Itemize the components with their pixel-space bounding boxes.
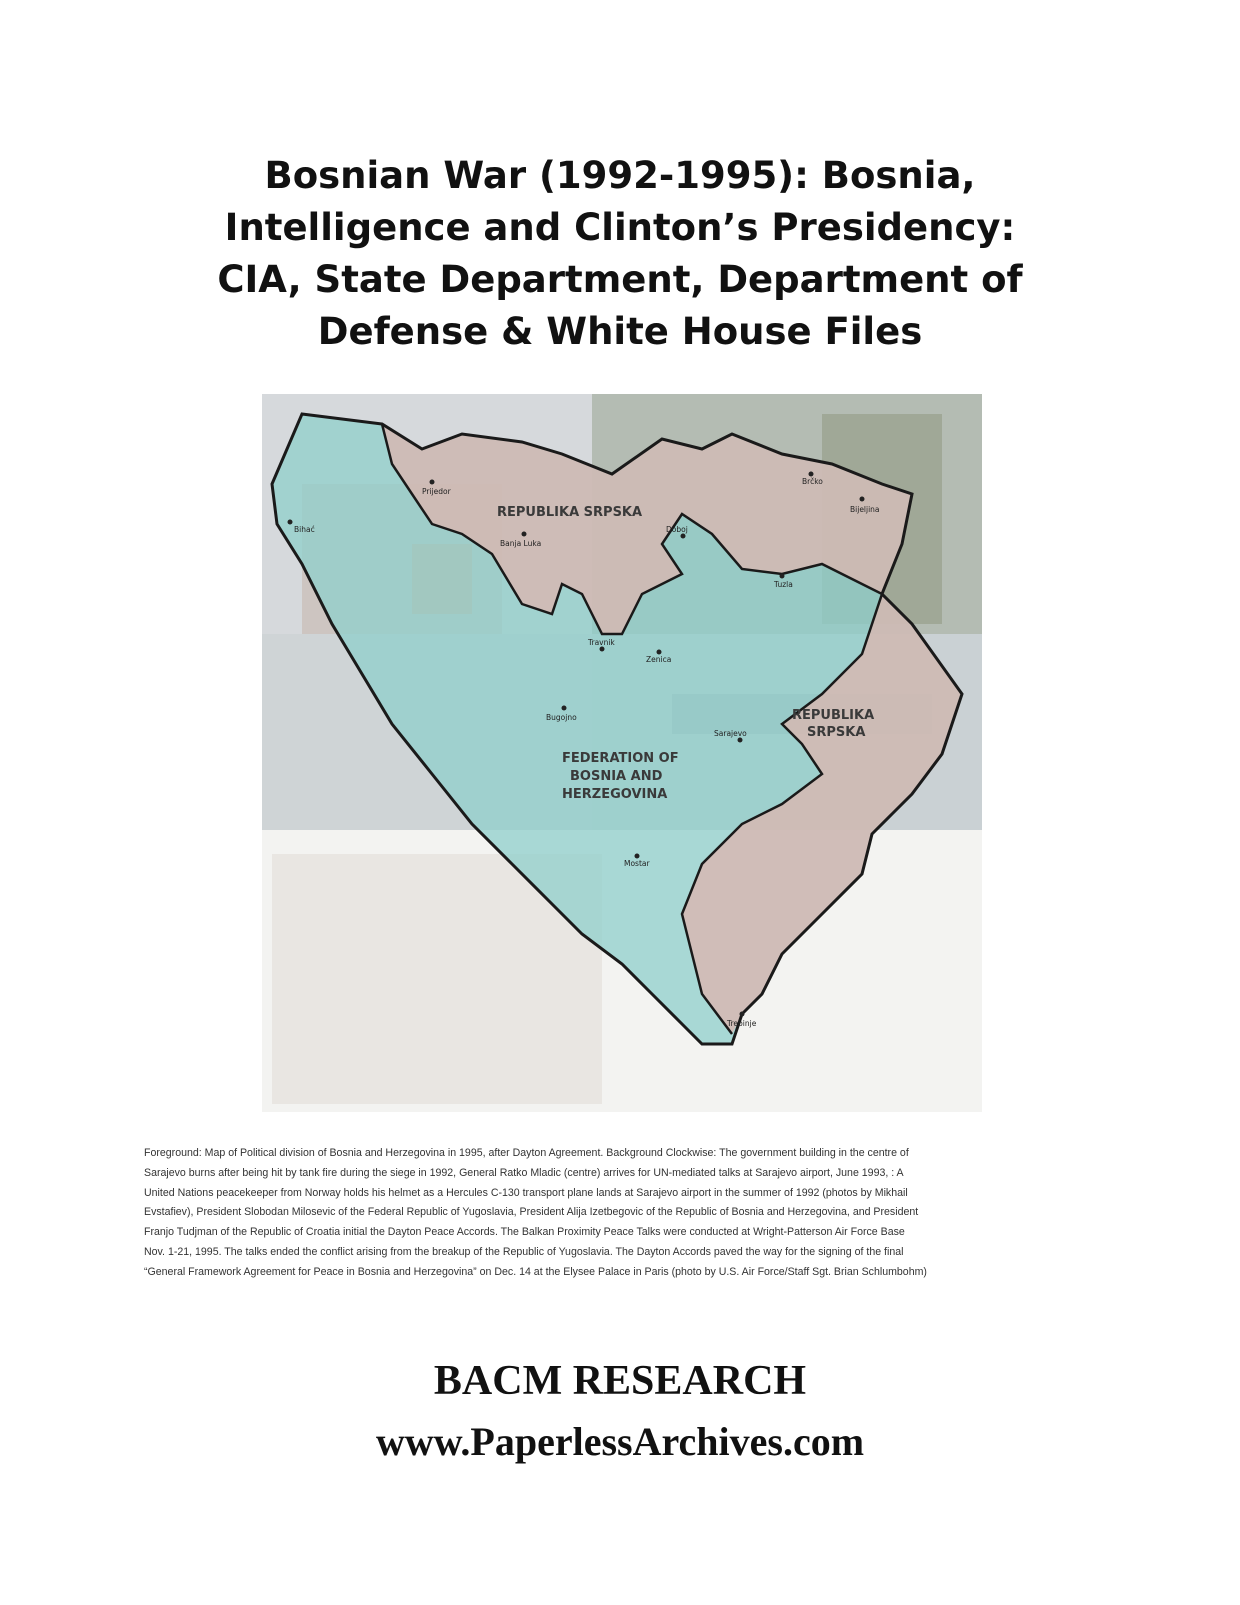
label-federation-line2: BOSNIA AND: [570, 769, 663, 784]
caption-line: Sarajevo burns after being hit by tank fire during the siege in 1992, General Ratko Mladic (centre) arrives for UN-mediated talks at Sarajevo airport, June 1993, : A: [144, 1166, 904, 1179]
caption-line: United Nations peacekeeper from Norway holds his helmet as a Hercules C-130 transport plane lands at Sarajevo airport in the summer of 1992 (photos by Mikhail: [144, 1186, 908, 1199]
caption-line: Franjo Tudjman of the Republic of Croatia initial the Dayton Peace Accords. The Balkan Proximity Peace Talks were conducted at Wright-Patterson Air Force Base: [144, 1226, 905, 1239]
publisher-name: BACM RESEARCH: [433, 1358, 807, 1404]
city-label-tuzla: Tuzla: [774, 580, 793, 589]
title-line-4: Defense & White House Files: [317, 310, 923, 353]
title-line-1: Bosnian War (1992-1995): Bosnia,: [264, 154, 976, 197]
city-label-bihac: Bihać: [294, 525, 315, 534]
city-label-mostar: Mostar: [624, 859, 650, 868]
label-federation-line1: FEDERATION OF: [562, 751, 679, 766]
bosnia-map-svg: [262, 394, 982, 1112]
caption-line: Evstafiev), President Slobodan Milosevic of the Federal Republic of Yugoslavia, President Alija Izetbegovic of the Republic of Bosnia and Herzegovina, and President: [144, 1206, 919, 1219]
label-republika-srpska-north: REPUBLIKA SRPSKA: [497, 505, 643, 520]
city-label-doboj: Doboj: [666, 525, 688, 534]
title-line-3: CIA, State Department, Department of: [217, 258, 1023, 301]
cover-collage-map: [262, 394, 982, 1112]
label-federation-line3: HERZEGOVINA: [562, 787, 668, 802]
city-label-travnik: Travnik: [588, 638, 615, 647]
city-label-trebinje: Trebinje: [727, 1019, 757, 1028]
city-label-bugojno: Bugojno: [546, 713, 577, 722]
caption-line: “General Framework Agreement for Peace in Bosnia and Herzegovina” on Dec. 14 at the Elysee Palace in Paris (photo by U.S. Air Force/Staff Sgt. Brian Schlumbohm): [144, 1265, 927, 1278]
city-label-bijeljina: Bijeljina: [850, 505, 880, 514]
caption-line: Nov. 1-21, 1995. The talks ended the conflict arising from the breakup of the Republic of Yugoslavia. The Dayton Accords paved the way for the signing of the final: [144, 1245, 904, 1258]
city-label-sarajevo: Sarajevo: [714, 729, 747, 738]
city-label-banja-luka: Banja Luka: [500, 539, 542, 548]
caption-line: Foreground: Map of Political division of Bosnia and Herzegovina in 1995, after Dayton Agreement. Background Clockwise: The government building in the centre of: [144, 1147, 909, 1159]
city-label-prijedor: Prijedor: [422, 487, 451, 496]
publisher-website: www.PaperlessArchives.com: [375, 1419, 865, 1464]
city-label-zenica: Zenica: [646, 655, 672, 664]
title-line-2: Intelligence and Clinton’s Presidency:: [224, 206, 1016, 249]
label-republika-srpska-east-line1: REPUBLIKA: [792, 708, 875, 723]
label-republika-srpska-east-line2: SRPSKA: [807, 725, 866, 740]
document-title: [140, 150, 1100, 358]
city-label-brcko: Brčko: [802, 477, 823, 486]
image-caption: [144, 1144, 1104, 1283]
